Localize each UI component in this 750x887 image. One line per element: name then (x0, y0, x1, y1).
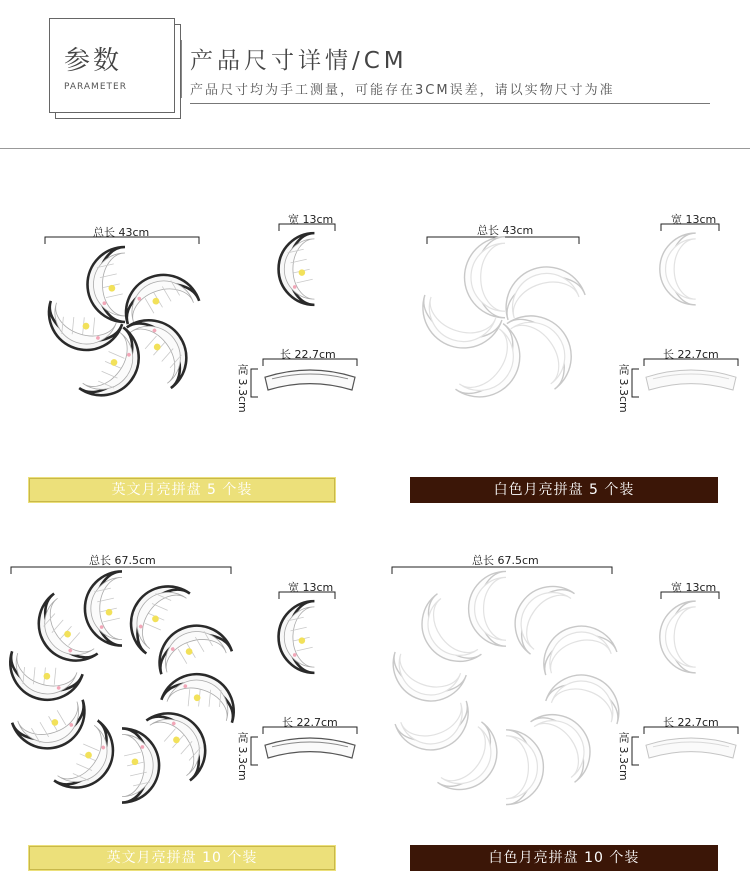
height-label: 高 3.3cm (617, 364, 630, 413)
plate-group-white-10 (392, 578, 620, 798)
width-label: 宽 13cm (288, 581, 334, 594)
total-length-bracket (10, 566, 232, 574)
moon-plate (469, 571, 506, 646)
moon-plate (150, 616, 232, 674)
moon-plate (12, 700, 94, 758)
length-label: 长 22.7cm (280, 348, 336, 361)
length-label: 长 22.7cm (663, 716, 719, 729)
section-divider (0, 148, 750, 149)
moon-plate (534, 616, 617, 675)
height-label: 高 3.3cm (617, 732, 630, 781)
width-label: 宽 13cm (671, 581, 717, 594)
plate-group-english-5 (40, 250, 210, 400)
plate-group-english-10 (12, 578, 232, 796)
header-underline (190, 103, 710, 104)
width-label: 宽 13cm (671, 213, 717, 226)
moon-plate (507, 300, 587, 389)
moon-plate (395, 701, 478, 760)
single-moon-plate-english (276, 598, 338, 676)
product-label-english-10: 英文月亮拼盘 10 个装 (28, 845, 336, 871)
height-bracket (250, 368, 258, 398)
width-label: 宽 13cm (288, 213, 334, 226)
side-view-plate-white (643, 734, 739, 766)
height-bracket (631, 736, 639, 766)
side-view-plate-english (262, 734, 358, 766)
side-plate-body (265, 738, 355, 758)
single-moon-plate-white (656, 598, 720, 676)
side-plate-body (646, 738, 736, 758)
side-plate-body (265, 370, 355, 390)
length-bracket (643, 358, 739, 366)
height-label: 高 3.3cm (236, 732, 249, 781)
header-title-cn: 参数 (64, 46, 123, 76)
side-view-plate-english (262, 366, 358, 398)
length-label: 长 22.7cm (282, 716, 338, 729)
single-moon-plate-english (276, 230, 338, 308)
product-label-white-5: 白色月亮拼盘 5 个装 (410, 477, 718, 503)
detail-note: 产品尺寸均为手工测量，可能存在3CM误差，请以实物尺寸为准 (190, 83, 615, 98)
product-label-english-5: 英文月亮拼盘 5 个装 (28, 477, 336, 503)
header-divider-vertical (181, 40, 182, 98)
total-length-bracket (44, 236, 200, 244)
total-length-label: 总长 67.5cm (472, 554, 539, 567)
moon-plate (660, 233, 696, 305)
height-bracket (631, 368, 639, 398)
moon-plate (122, 728, 159, 802)
moon-plate (465, 237, 506, 318)
moon-plate (88, 247, 126, 322)
moon-plate (85, 571, 122, 645)
side-plate-body (646, 370, 736, 390)
moon-plate (496, 256, 586, 320)
moon-plate (660, 601, 696, 673)
height-bracket (250, 736, 258, 766)
length-bracket (262, 358, 358, 366)
header-title-en: PARAMETER (64, 82, 127, 92)
product-label-white-10: 白色月亮拼盘 10 个装 (410, 845, 718, 871)
length-bracket (643, 726, 739, 734)
side-view-plate-white (643, 366, 739, 398)
total-length-label: 总长 67.5cm (89, 554, 156, 567)
moon-plate (506, 730, 543, 805)
moon-plate (279, 601, 315, 673)
total-length-label: 总长 43cm (93, 226, 150, 239)
length-label: 长 22.7cm (663, 348, 719, 361)
detail-title: 产品尺寸详情/CM (190, 48, 408, 74)
total-length-bracket (391, 566, 613, 574)
moon-plate (279, 233, 315, 305)
height-label: 高 3.3cm (236, 364, 249, 413)
plate-group-white-5 (420, 240, 590, 402)
total-length-label: 总长 43cm (477, 224, 534, 237)
single-moon-plate-white (656, 230, 720, 308)
length-bracket (262, 726, 358, 734)
moon-plate (116, 265, 199, 324)
